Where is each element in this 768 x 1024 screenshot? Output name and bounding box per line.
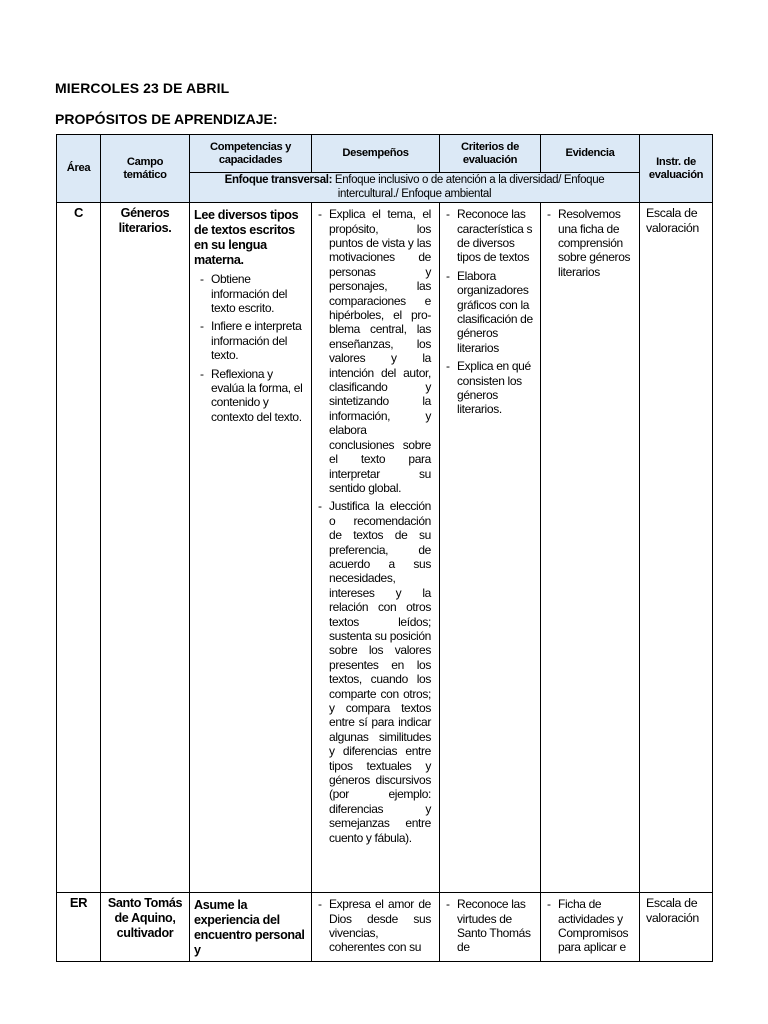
desempenos-list [312, 897, 435, 955]
header-desempenos: Desempeños [312, 135, 440, 173]
list-item: - Infiere e interpreta información del texto. [194, 319, 307, 362]
table-row [57, 893, 713, 962]
page-date: MIERCOLES 23 DE ABRIL [55, 80, 230, 96]
list-item: - Obtiene información del texto escrito. [194, 272, 307, 315]
header-area: Área [57, 135, 101, 203]
desempenos-cell [312, 893, 440, 962]
competencia-title: Asume la experiencia del encuentro personal y [194, 898, 305, 958]
competencias-cell [190, 203, 312, 893]
list-item: - Ficha de actividades y Compromisos para aplicar e [541, 897, 635, 955]
capacidades-list [194, 272, 307, 424]
enfoque-transversal [190, 173, 640, 203]
header-evidencia: Evidencia [541, 135, 640, 173]
evidencia-cell [541, 203, 640, 893]
list-item: - Reconoce las virtudes de Santo Thomás de [440, 897, 536, 955]
criterios-list [440, 897, 536, 955]
list-item: - Resolvemos una ficha de comprensión sobre géneros literarios [541, 207, 635, 279]
competencias-cell [190, 893, 312, 962]
area-cell: ER [57, 893, 101, 962]
header-competencias: Competencias y capacidades [190, 135, 312, 173]
list-item: - Expresa el amor de Dios desde sus vivencias, coherentes con su [312, 897, 435, 955]
learning-purposes-table [56, 134, 713, 962]
desempenos-cell [312, 203, 440, 893]
evidencia-list [541, 207, 635, 279]
competencia-title: Lee diversos tipos de textos escritos en su lengua materna. [194, 208, 299, 268]
instr-cell: Escala de valoración [640, 893, 713, 962]
desempenos-list [312, 207, 435, 845]
instr-cell: Escala de valoración [640, 203, 713, 893]
enfoque-label: Enfoque transversal: [224, 174, 333, 186]
list-item: - Elabora organizadores gráficos con la clasificación de géneros literarios [440, 269, 536, 355]
list-item: - Explica el tema, el propósito, los puntos de vista y las motivaciones de personas y personajes, las comparaciones e hipérboles, el pro-blema central, las enseñanzas, los valores y la intención del autor, clasificando y sintetizando la información, y elabora conclusiones sobre el texto para interpretar su sentido global. [312, 207, 435, 495]
list-item: - Reflexiona y evalúa la forma, el contenido y contexto del texto. [194, 367, 307, 425]
enfoque-text: Enfoque inclusivo o de atención a la diversidad/ Enfoque intercultural./ Enfoque ambiental [332, 174, 605, 200]
campo-cell: Santo Tomás de Aquino, cultivador [101, 893, 190, 962]
area-cell: C [57, 203, 101, 893]
section-title: PROPÓSITOS DE APRENDIZAJE: [55, 111, 278, 127]
criterios-list [440, 207, 536, 417]
evidencia-list [541, 897, 635, 955]
criterios-cell [440, 203, 541, 893]
criterios-cell [440, 893, 541, 962]
header-instr: Instr. de evaluación [640, 135, 713, 203]
campo-cell: Géneros literarios. [101, 203, 190, 893]
header-campo: Campo temático [101, 135, 190, 203]
list-item: - Reconoce las característica s de diversos tipos de textos [440, 207, 536, 265]
list-item: - Justifica la elección o recomendación de textos de su preferencia, de acuerdo a sus necesidades, intereses y la relación con otros textos leídos; sustenta su posición sobre los valores presentes en los textos, cuando los comparte con otros; y compara textos entre sí para indicar algunas similitudes y diferencias entre tipos textuales y géneros discursivos (por ejemplo: diferencias y semejanzas entre cuento y fábula). [312, 499, 435, 845]
header-criterios: Criterios de evaluación [440, 135, 541, 173]
header-row [57, 135, 713, 173]
evidencia-cell [541, 893, 640, 962]
list-item: - Explica en qué consisten los géneros literarios. [440, 359, 536, 417]
table-row [57, 203, 713, 893]
